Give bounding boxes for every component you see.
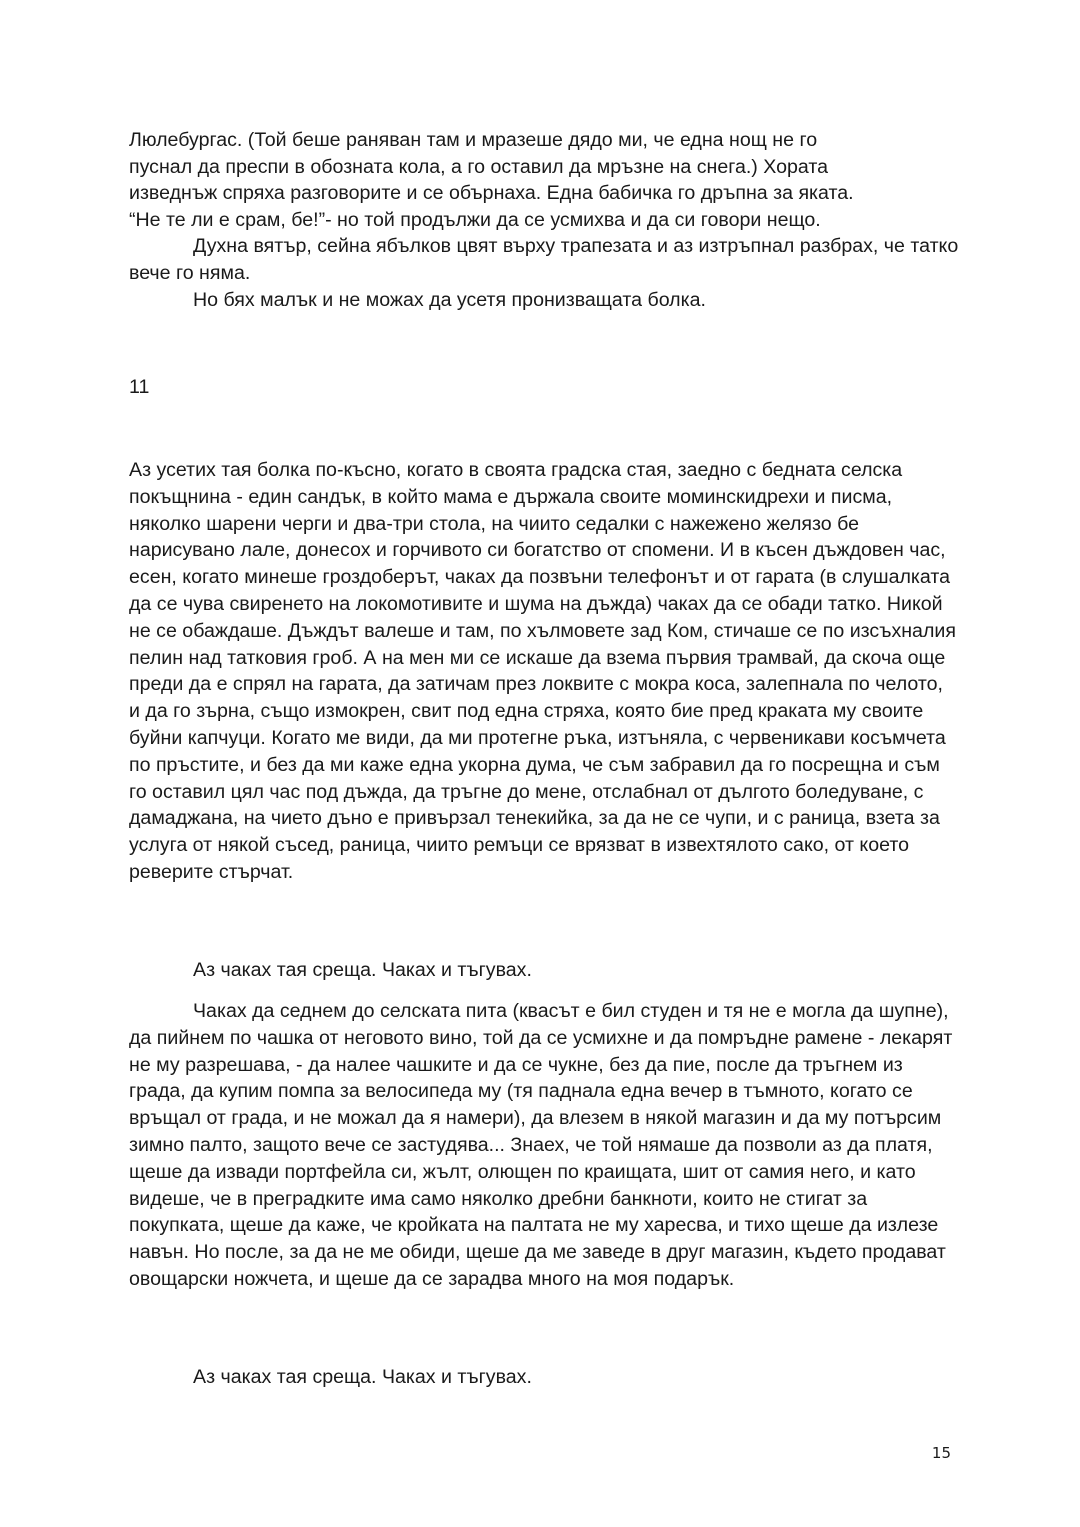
paragraph: Аз чаках тая среща. Чаках и тъгувах. xyxy=(193,1366,532,1388)
text-line: пуснал да преспи в обозната кола, а го оставил да мръзне на снега.) Хората xyxy=(129,155,829,178)
main-paragraph: Аз усетих тая болка по-късно, когато в своята градска стая, заедно с бедната селска покъщнина - един сандък, в който мама е държала своите моминскидрехи и писма, няколко шарени черги и два-три стола, на чиито седалки с нажежено желязо бе нарисувано лале, донесох и горчивото си богатство от спомени. И в късен дъждовен час, есен, когато минеше гроздоберът, чаках да позвъни телефонът и от гарата (в слушалката да се чува свиренето на локомотивите и шума на дъжда) чаках да се обади татко. Никой не се обаждаше. Дъждът валеше и там, по хълмовете зад Ком, стичаше се по изсъхналия пелин над татковия гроб. А на мен ми се искаше да взема първия трамвай, да скоча още преди да е спрял на гарата, да затичам през локвите с мокра коса, залепнала по челото, и да го зърна, също измокрен, свит под една стряха, която бие пред краката му своите буйни капчуци. Когато ме види, да ми протегне ръка, изтъняла, с червеникави косъмчета по пръстите, и без да ми каже една укорна дума, че съм забравил да го посрещна и съм го оставил цял час под дъжда, да тръгне до мене, отслабнал от дългото боледуване, с дамаджана, на чието дъно е привързал тенекийка, за да не се чупи, и с раница, взета за услуга от някой съсед, раница, чиито ремъци се врязват в извехтялото сако, от което реверите стърчат. xyxy=(129,459,956,883)
paragraph: Чаках да седнем до селската пита (квасът е бил студен и тя не е могла да шупне), да пийнем по чашка от неговото вино, той да се усмихне и да помръдне рамене - лекарят не му разрешава, - да налее чашките и да се чукне, без да пие, после да тръгнем из града, да купим помпа за велосипеда му (тя паднала една вечер в тъмното, когато се връщал от града, и не можал да я намери), да влезем в някой магазин и да му потърсим зимно палто, защото вече се застудява... Знаех, че той нямаше да позволи аз да платя, щеше да извади портфейла си, жълт, олющен по краищата, шит от самия него, и като видеше, че в преградките има само няколко дребни банкноти, които не стигат за покупката, щеше да каже, че кройката на палтата не му харесва, и тихо щеше да излезе навън. Но после, за да не ме обиди, щеше да ме заведе в друг магазин, където продават овощарски ножчета, и щеше да се зарадва много на моя подарък. xyxy=(129,1000,953,1290)
chapter-number: 11 xyxy=(129,376,150,398)
paragraph: Аз чаках тая среща. Чаках и тъгувах. xyxy=(193,959,532,981)
text-line: изведнъж спряха разговорите и се обърнаха. Една бабичка го дръпна за яката. xyxy=(129,182,854,205)
paragraph: Но бях малък и не можах да усетя пронизващата болка. xyxy=(193,288,706,311)
text-line: Люлебургас. (Той беше раняван там и мразеше дядо ми, че една нощ не го xyxy=(129,129,818,151)
page-number: 15 xyxy=(931,1444,951,1462)
text-line: “Не те ли е срам, бе!”- но той продължи да се усмихва и да си говори нещо. xyxy=(129,208,821,231)
top-text-block xyxy=(129,127,959,313)
paragraph: Духна вятър, сейна ябълков цвят върху трапезата и аз изтръпнал разбрах, че татко вече го няма. xyxy=(129,235,959,284)
